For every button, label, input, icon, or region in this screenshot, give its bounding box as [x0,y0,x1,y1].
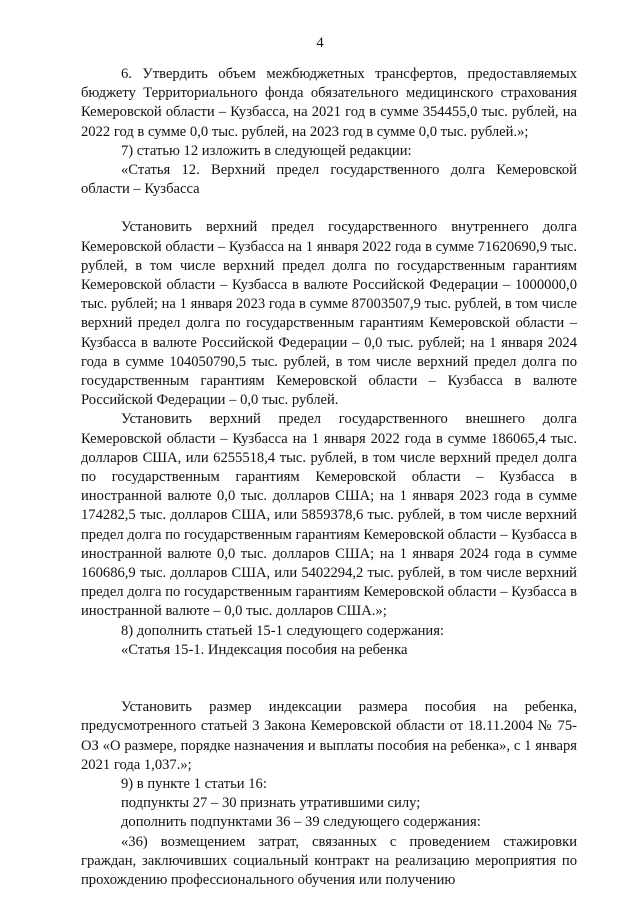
paragraph-item-6: 6. Утвердить объем межбюджетных трансфертов, предоставляемых бюджету Территориального фонда обязательного медицинского страхования Кемеровской области – Кузбасса, на 2021 год в сумме 354455,0 тыс. рублей, на 2022 год в сумме 0,0 тыс. рублей, на 2023 год в сумме 0,0 тыс. рублей.»; [81,66,577,140]
paragraph-subitems-repealed: подпункты 27 – 30 признать утратившими силу; [121,795,421,812]
document-body [81,65,577,890]
paragraph-amendment-9: 9) в пункте 1 статьи 16: [121,775,267,792]
paragraph-child-benefit-indexation: Установить размер индексации размера пособия на ребенка, предусмотренного статьей 3 Закона Кемеровской области от 18.11.2004 № 75-ОЗ «О размере, порядке назначения и выплаты пособия на ребенка», с 1 января 2021 года 1,037.»; [81,699,577,773]
paragraph-amendment-7: 7) статью 12 изложить в следующей редакции: [121,142,412,159]
paragraph-external-debt: Установить верхний предел государственного внешнего долга Кемеровской области – Кузбасса на 1 января 2022 года в сумме 186065,4 тыс. долларов США, или 6255518,4 тыс. рублей, в том числе верхний предел долга по государственным гарантиям Кемеровской области – Кузбасса в иностранной валюте 0,0 тыс. долларов США; на 1 января 2023 года в сумме 174282,5 тыс. долларов США, или 5859378,6 тыс. рублей, в том числе верхний предел долга по государственным гарантиям Кемеровской области – Кузбасса в иностранной валюте 0,0 тыс. долларов США; на 1 января 2024 года в сумме 160686,9 тыс. долларов США, или 5402294,2 тыс. рублей, в том числе верхний предел долга по государственным гарантиям Кемеровской области – Кузбасса в иностранной валюте – 0,0 тыс. долларов США.»; [81,411,577,620]
article-15-1-heading: «Статья 15-1. Индексация пособия на ребенка [121,641,408,658]
blank-line [81,660,577,698]
paragraph-amendment-8: 8) дополнить статьей 15-1 следующего содержания: [121,622,444,639]
paragraph-internal-debt: Установить верхний предел государственного внутреннего долга Кемеровской области – Кузбасса на 1 января 2022 года в сумме 71620690,9 тыс. рублей, в том числе верхний предел долга по государственным гарантиям Кемеровской области – Кузбасса в валюте Российской Федерации – 1000000,0 тыс. рублей; на 1 января 2023 года в сумме 87003507,9 тыс. рублей, в том числе верхний предел долга по государственным гарантиям Кемеровской области – Кузбасса в валюте Российской Федерации – 0,0 тыс. рублей; на 1 января 2024 года в сумме 104050790,5 тыс. рублей, в том числе верхний предел долга по государственным гарантиям Кемеровской области – Кузбасса в валюте Российской Федерации – 0,0 тыс. рублей. [81,219,577,409]
page-number: 4 [316,35,324,51]
paragraph-subitem-36: «36) возмещением затрат, связанных с проведением стажировки граждан, заключивших социальный контракт на реализацию мероприятия по прохождению профессионального обучения или получению [81,833,577,888]
blank-line [81,199,577,218]
paragraph-subitems-added: дополнить подпунктами 36 – 39 следующего содержания: [121,814,481,831]
article-12-heading: «Статья 12. Верхний предел государственного долга Кемеровской области – Кузбасса [81,162,577,198]
